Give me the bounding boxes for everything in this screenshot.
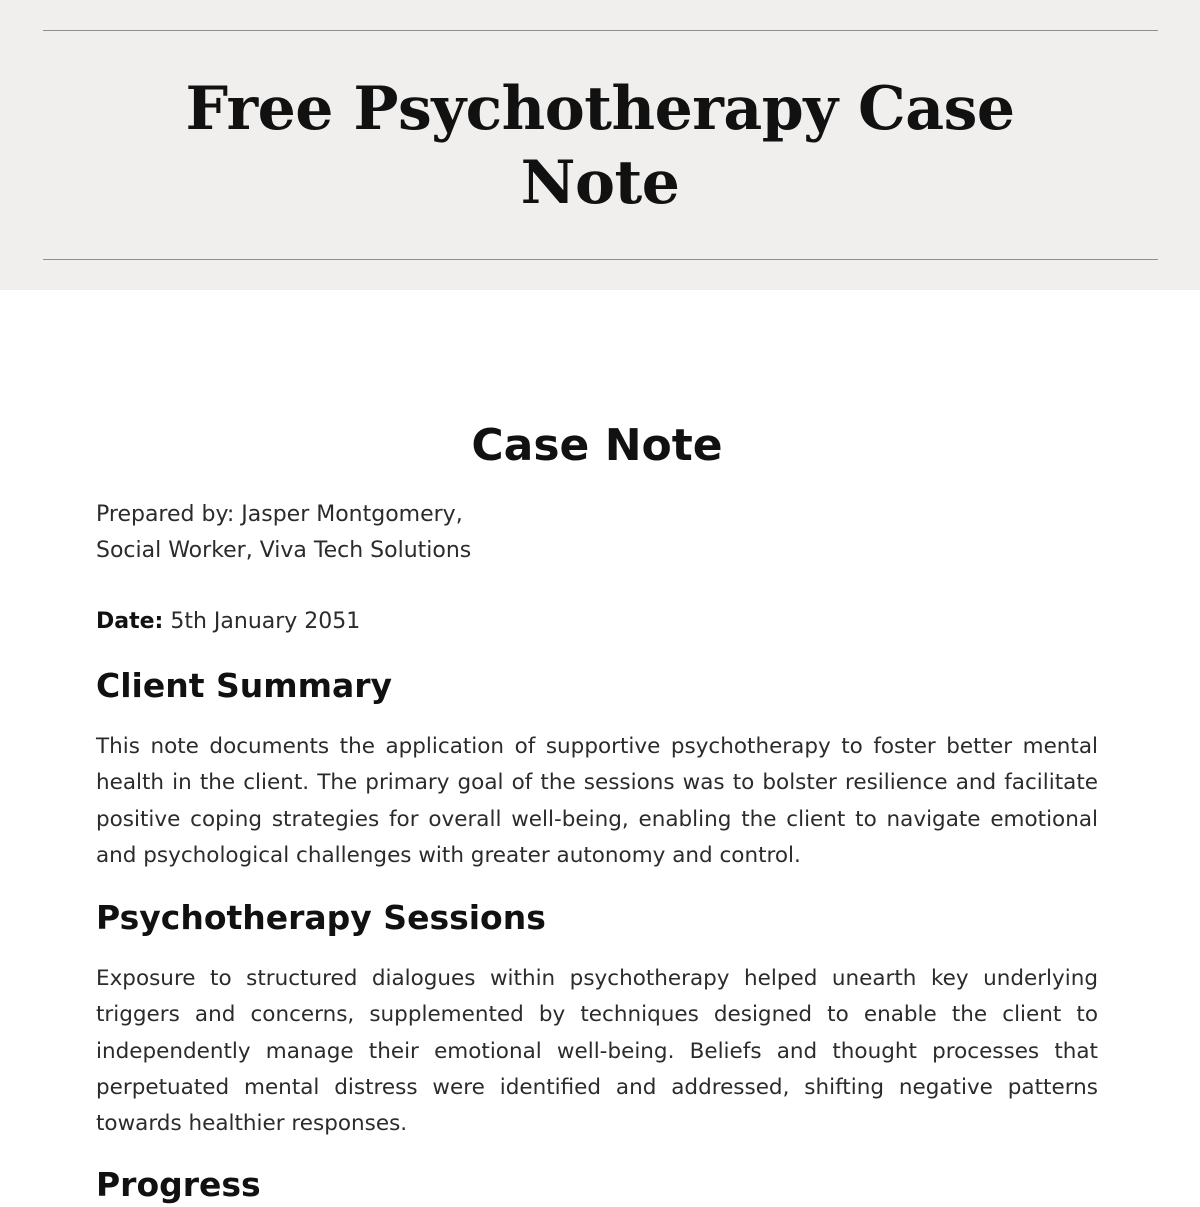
header-banner <box>0 0 1200 290</box>
date-value: 5th January 2051 <box>170 609 361 634</box>
section-heading-psychotherapy-sessions: Psychotherapy Sessions <box>96 898 546 937</box>
prepared-by <box>96 497 471 569</box>
document-date <box>96 604 360 640</box>
page-title-line-2: Note <box>520 148 680 218</box>
section-heading-progress: Progress <box>96 1165 261 1204</box>
banner-bottom-divider <box>43 259 1158 260</box>
banner-top-divider <box>43 30 1158 31</box>
section-body-psychotherapy-sessions: Exposure to structured dialogues within psychotherapy helped unearth key underlying triggers and concerns, supplemented by techniques designed to enable the client to independently manage their emotional well-being. Beliefs and thought processes that perpetuated mental distress were identified and addressed, shifting negative patterns towards healthier responses. <box>96 966 1098 1137</box>
document-title: Case Note <box>471 420 723 471</box>
prepared-by-line-1: Prepared by: Jasper Montgomery, <box>96 502 463 527</box>
prepared-by-line-2: Social Worker, Viva Tech Solutions <box>96 538 472 563</box>
section-heading-client-summary: Client Summary <box>96 666 393 705</box>
date-label: Date: <box>96 609 164 634</box>
section-body-client-summary: This note documents the application of supportive psychotherapy to foster better mental health in the client. The primary goal of the sessions was to bolster resilience and facilitate positive coping strategies for overall well-being, enabling the client to navigate emotional and psychological challenges with greater autonomy and control. <box>96 734 1098 868</box>
page-title-line-1: Free Psychotherapy Case <box>185 74 1015 144</box>
page-title <box>100 72 1100 220</box>
